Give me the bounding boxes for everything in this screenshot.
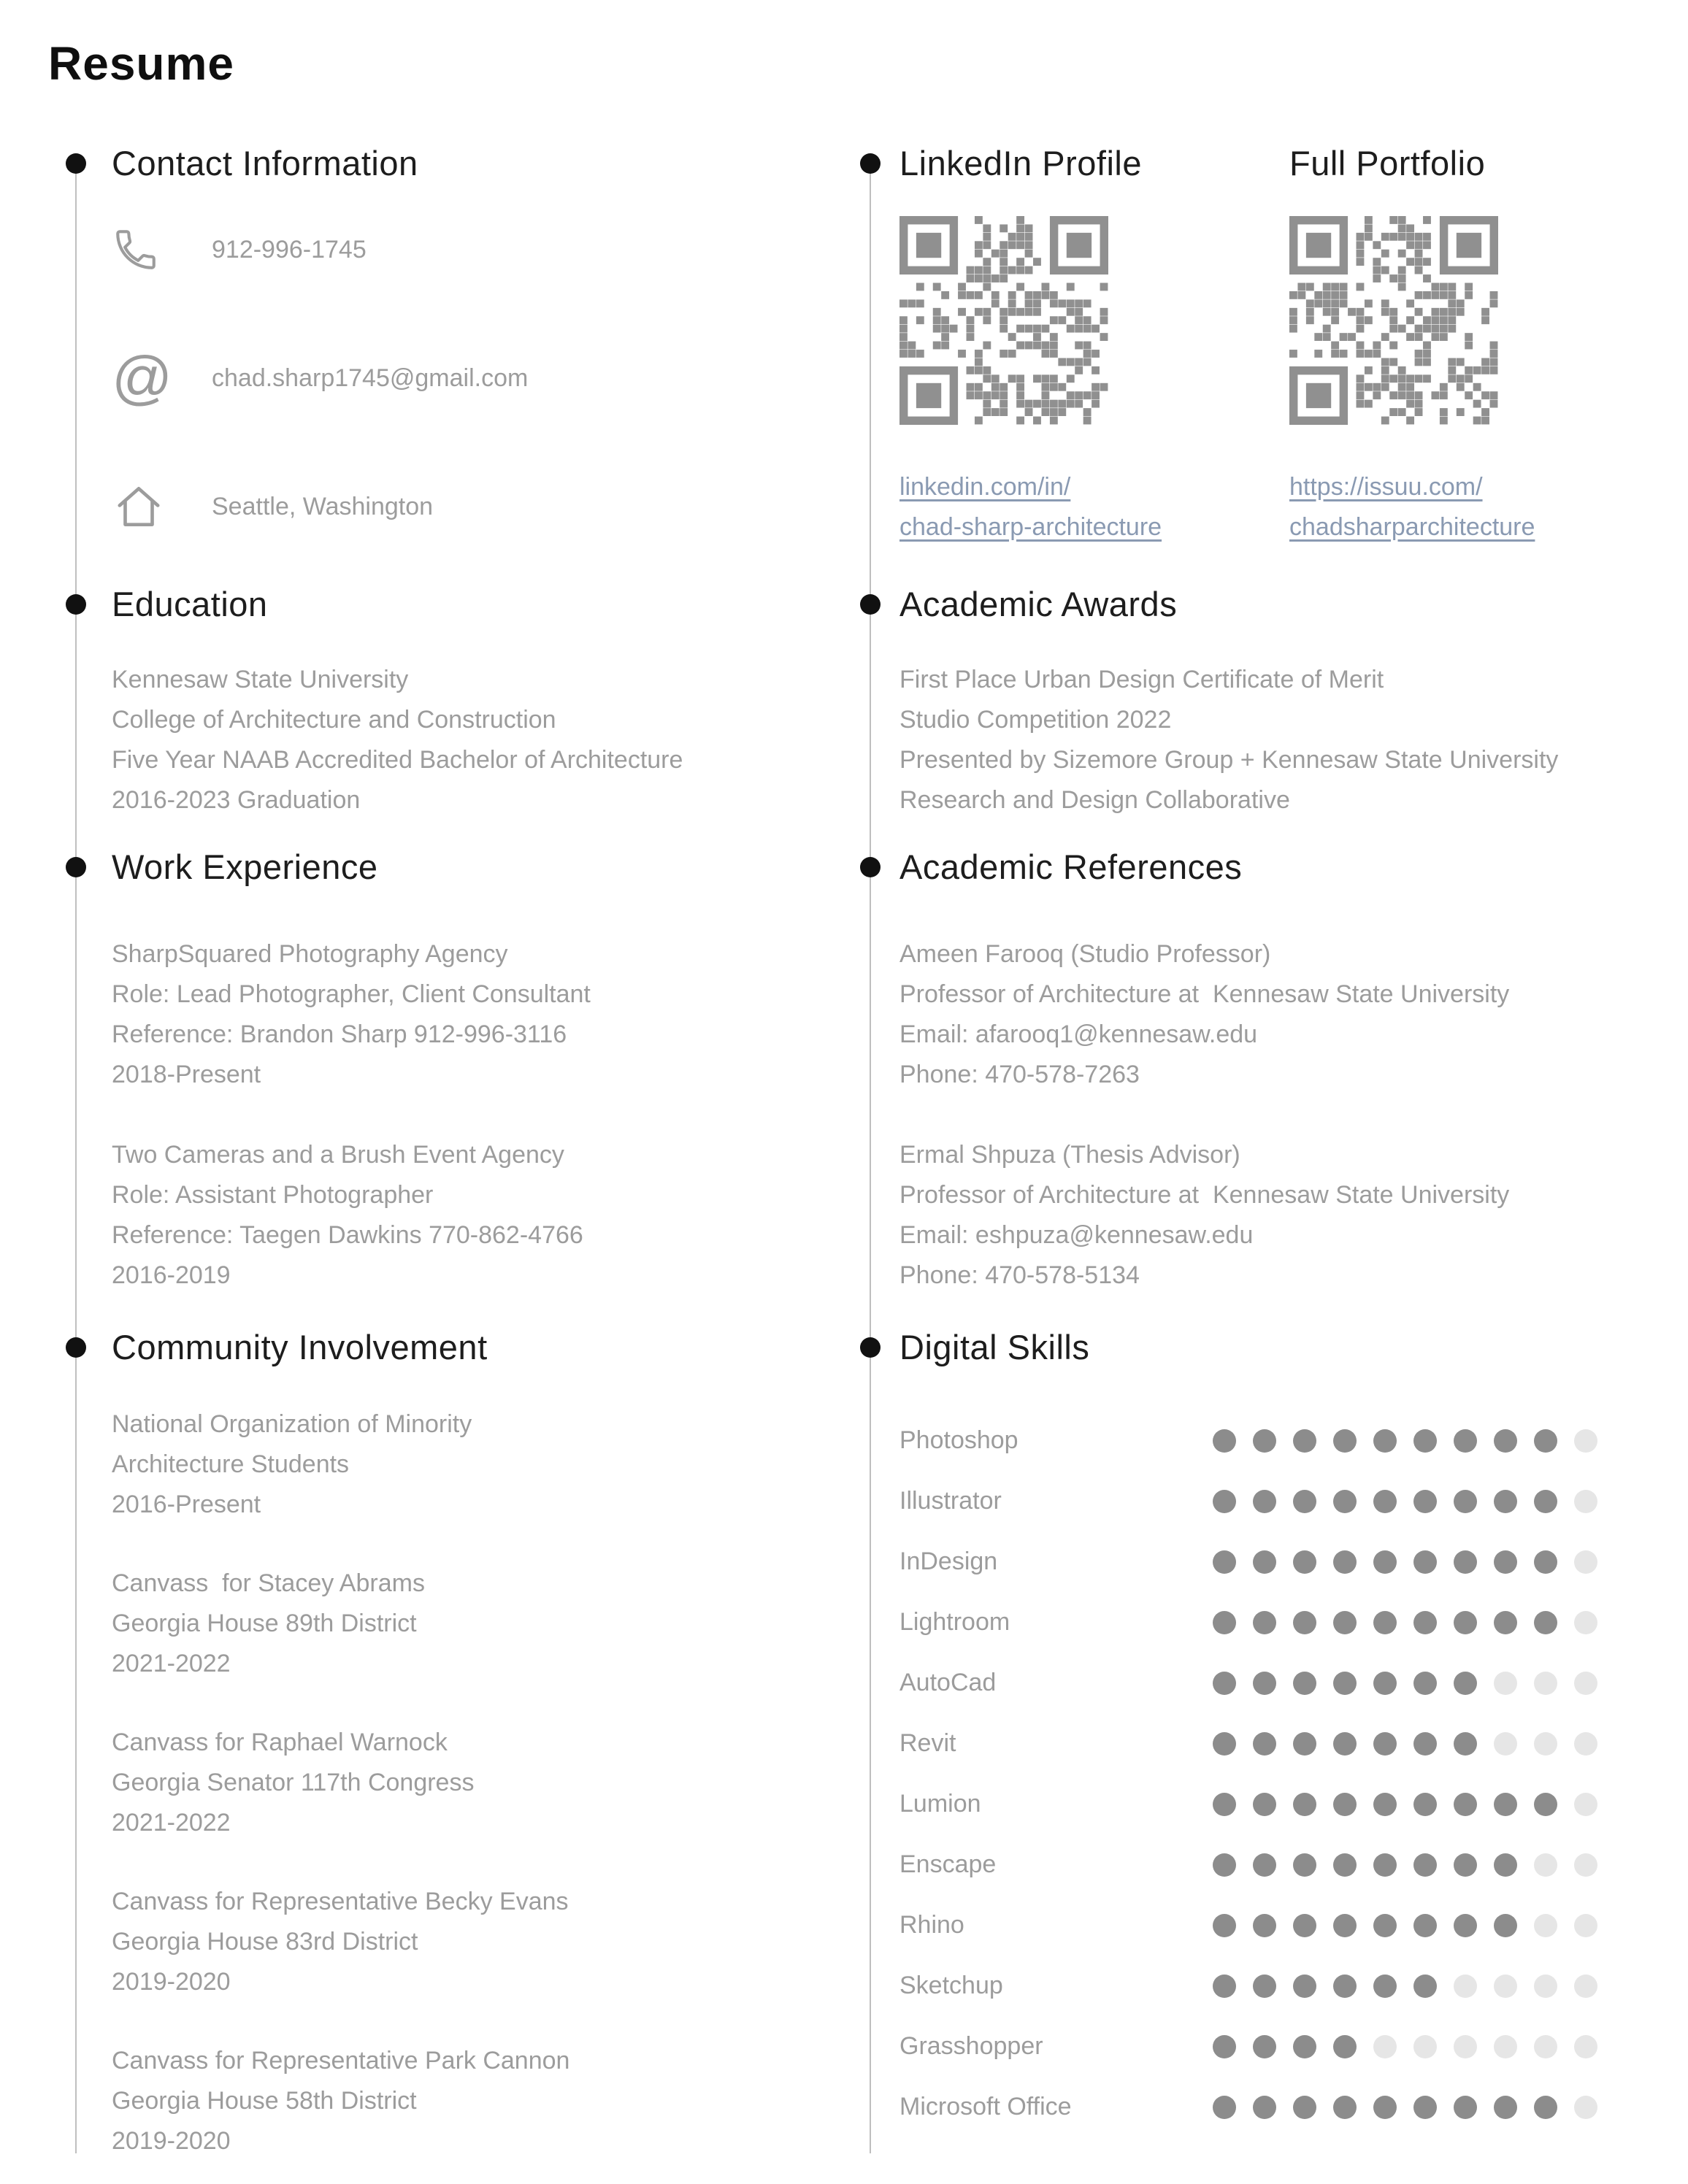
skill-dot-empty [1574, 1611, 1597, 1634]
skill-dot-empty [1574, 2035, 1597, 2058]
skill-dot-filled [1253, 1672, 1276, 1695]
skill-row [899, 1471, 1673, 1531]
skill-row [899, 1653, 1673, 1713]
contact-phone: 912-996-1745 [212, 235, 367, 264]
skill-dot-empty [1534, 1853, 1557, 1877]
skill-dot-filled [1454, 2096, 1477, 2119]
skill-dot-filled [1494, 1793, 1517, 1816]
reference-line: Ameen Farooq (Studio Professor) [899, 940, 1271, 968]
section-references [899, 847, 1673, 1296]
skill-dot-filled [1454, 1490, 1477, 1513]
skill-row [899, 2016, 1673, 2077]
awards-line: Studio Competition 2022 [899, 706, 1172, 734]
section-header-skills: Digital Skills [899, 1328, 1090, 1366]
skill-dot-filled [1253, 1490, 1276, 1513]
skill-dot-filled [1333, 1732, 1357, 1756]
skill-dot-empty [1494, 1975, 1517, 1998]
skill-dot-filled [1293, 1611, 1316, 1634]
skill-dot-filled [1494, 1490, 1517, 1513]
skill-rating [1213, 1793, 1597, 1816]
skill-dot-filled [1413, 1550, 1437, 1574]
linkedin-links [899, 467, 1279, 547]
skill-dot-filled [1213, 1732, 1236, 1756]
section-skills [899, 1327, 1673, 2137]
skill-rating [1213, 2096, 1597, 2119]
community-line: Georgia House 89th District [112, 1610, 417, 1637]
section-education [112, 584, 842, 820]
section-bullet [66, 1337, 86, 1358]
skill-dot-filled [1373, 1672, 1397, 1695]
skill-dot-empty [1534, 1975, 1557, 1998]
reference-line: Ermal Shpuza (Thesis Advisor) [899, 1141, 1240, 1169]
skill-dot-empty [1454, 1975, 1477, 1998]
skill-dot-filled [1333, 2035, 1357, 2058]
skill-dot-filled [1293, 1429, 1316, 1453]
reference-line: Email: eshpuza@kennesaw.edu [899, 1221, 1254, 1249]
awards-details [899, 660, 1673, 820]
community-line: 2016-Present [112, 1491, 261, 1518]
reference-line: Professor of Architecture at Kennesaw State University [899, 980, 1510, 1008]
linkedin-qr-code [899, 216, 1108, 425]
skill-dot-filled [1413, 1490, 1437, 1513]
skill-dot-filled [1213, 2096, 1236, 2119]
work-line: Role: Lead Photographer, Client Consultant [112, 980, 591, 1008]
skill-dot-filled [1373, 1611, 1397, 1634]
work-line: Two Cameras and a Brush Event Agency [112, 1141, 564, 1169]
section-awards [899, 584, 1673, 820]
skill-dot-filled [1293, 2035, 1316, 2058]
skill-dot-filled [1454, 1793, 1477, 1816]
skill-dot-empty [1534, 2035, 1557, 2058]
skill-dot-filled [1213, 1429, 1236, 1453]
section-header-education: Education [112, 585, 268, 623]
skill-dot-filled [1333, 1550, 1357, 1574]
community-line: Canvass for Raphael Warnock [112, 1729, 448, 1756]
skill-rating [1213, 1975, 1597, 1998]
skill-dot-filled [1253, 2096, 1276, 2119]
work-line: SharpSquared Photography Agency [112, 940, 508, 968]
community-line: Canvass for Representative Park Cannon [112, 2047, 570, 2075]
skill-dot-filled [1373, 1732, 1397, 1756]
phone-icon [112, 226, 212, 274]
timeline-line-right [870, 164, 871, 2153]
skill-dot-filled [1534, 1611, 1557, 1634]
skill-dot-filled [1253, 1429, 1276, 1453]
skill-label: Revit [899, 1729, 956, 1757]
section-bullet [66, 153, 86, 174]
section-header-linkedin: LinkedIn Profile [899, 144, 1142, 182]
skill-dot-filled [1253, 1550, 1276, 1574]
community-line: 2021-2022 [112, 1650, 231, 1677]
skill-dot-filled [1494, 1611, 1517, 1634]
skill-dot-filled [1534, 1490, 1557, 1513]
skill-dot-empty [1574, 1914, 1597, 1937]
home-icon [112, 480, 212, 534]
skill-label: Grasshopper [899, 2032, 1043, 2060]
skill-dot-filled [1253, 1611, 1276, 1634]
community-line: 2021-2022 [112, 1809, 231, 1837]
community-line: Georgia Senator 117th Congress [112, 1769, 475, 1796]
email-icon: @ [112, 345, 173, 411]
skill-dot-empty [1494, 1732, 1517, 1756]
skill-dot-filled [1494, 1853, 1517, 1877]
skill-dot-filled [1213, 1914, 1236, 1937]
skill-dot-filled [1213, 1611, 1236, 1634]
skill-dot-empty [1534, 1732, 1557, 1756]
skill-dot-filled [1373, 1490, 1397, 1513]
skill-row [899, 2077, 1673, 2137]
skill-dot-filled [1333, 2096, 1357, 2119]
skill-dot-empty [1574, 1853, 1597, 1877]
skill-dot-filled [1413, 1914, 1437, 1937]
skill-dot-filled [1454, 1429, 1477, 1453]
skill-dot-filled [1213, 1672, 1236, 1695]
awards-line: Research and Design Collaborative [899, 786, 1290, 814]
portfolio-link[interactable]: chadsharparchitecture [1289, 513, 1535, 541]
skill-rating [1213, 1732, 1597, 1756]
skill-dot-filled [1293, 1490, 1316, 1513]
skill-dot-empty [1574, 1975, 1597, 1998]
skill-dot-filled [1293, 1793, 1316, 1816]
skill-row [899, 1895, 1673, 1956]
section-work [112, 847, 842, 1296]
skill-dot-empty [1494, 2035, 1517, 2058]
reference-line: Phone: 470-578-5134 [899, 1261, 1140, 1289]
skill-dot-empty [1534, 1914, 1557, 1937]
skill-dot-filled [1293, 1672, 1316, 1695]
skill-dot-filled [1373, 1853, 1397, 1877]
skill-label: Microsoft Office [899, 2093, 1072, 2120]
skill-rating [1213, 1429, 1597, 1453]
skill-dot-filled [1293, 1853, 1316, 1877]
linkedin-block [899, 143, 1279, 547]
work-line: Role: Assistant Photographer [112, 1181, 434, 1209]
page-title: Resume [48, 37, 234, 90]
skill-dot-empty [1454, 2035, 1477, 2058]
skill-dot-filled [1413, 2096, 1437, 2119]
skill-dot-filled [1213, 1853, 1236, 1877]
portfolio-block [1289, 143, 1669, 547]
skill-dot-filled [1413, 1853, 1437, 1877]
portfolio-links [1289, 467, 1669, 547]
skill-dot-filled [1454, 1853, 1477, 1877]
skill-dot-filled [1373, 1429, 1397, 1453]
community-line: Georgia House 83rd District [112, 1928, 418, 1956]
skill-label: AutoCad [899, 1669, 997, 1696]
skill-dot-filled [1373, 2096, 1397, 2119]
skill-dot-filled [1213, 1975, 1236, 1998]
skill-label: Rhino [899, 1911, 964, 1939]
skill-row [899, 1834, 1673, 1895]
skill-dot-filled [1253, 1975, 1276, 1998]
skill-label: Sketchup [899, 1972, 1003, 1999]
linkedin-link[interactable]: linkedin.com/in/ [899, 473, 1071, 501]
skill-dot-filled [1253, 2035, 1276, 2058]
section-bullet [860, 594, 881, 615]
community-line: Canvass for Representative Becky Evans [112, 1888, 569, 1915]
contact-row-phone [112, 220, 842, 279]
section-header-portfolio: Full Portfolio [1289, 144, 1486, 182]
skill-rating [1213, 1550, 1597, 1574]
community-entry [112, 1564, 842, 1684]
skill-dot-filled [1413, 1732, 1437, 1756]
timeline-line-left [75, 164, 77, 2153]
skill-dot-filled [1494, 1914, 1517, 1937]
skill-label: Lightroom [899, 1608, 1010, 1636]
skill-row [899, 1956, 1673, 2016]
community-entry [112, 2041, 842, 2161]
skill-dot-filled [1454, 1732, 1477, 1756]
skill-rating [1213, 2035, 1597, 2058]
skill-dot-empty [1413, 2035, 1437, 2058]
skill-dot-filled [1413, 1975, 1437, 1998]
skill-dot-empty [1373, 2035, 1397, 2058]
work-line: Reference: Brandon Sharp 912-996-3116 [112, 1020, 567, 1048]
skill-rating [1213, 1914, 1597, 1937]
skill-label: InDesign [899, 1547, 998, 1575]
portfolio-link[interactable]: https://issuu.com/ [1289, 473, 1483, 501]
skill-dot-filled [1293, 1914, 1316, 1937]
skill-dot-filled [1534, 2096, 1557, 2119]
work-entry [112, 1135, 842, 1296]
skill-dot-filled [1373, 1914, 1397, 1937]
reference-entry [899, 1135, 1673, 1296]
skill-dot-filled [1213, 1550, 1236, 1574]
section-header-community: Community Involvement [112, 1328, 488, 1366]
skill-row [899, 1713, 1673, 1774]
skill-dot-empty [1574, 2096, 1597, 2119]
section-bullet [66, 857, 86, 877]
work-line: 2016-2019 [112, 1261, 231, 1289]
skill-dot-filled [1253, 1732, 1276, 1756]
skill-rating [1213, 1611, 1597, 1634]
skill-dot-filled [1413, 1611, 1437, 1634]
skill-dot-filled [1413, 1672, 1437, 1695]
skill-dot-empty [1574, 1429, 1597, 1453]
section-bullet [860, 857, 881, 877]
reference-line: Email: afarooq1@kennesaw.edu [899, 1020, 1258, 1048]
skills-list [899, 1410, 1673, 2137]
skill-row [899, 1410, 1673, 1471]
education-line: 2016-2023 Graduation [112, 786, 361, 814]
skill-label: Illustrator [899, 1487, 1002, 1515]
skill-label: Lumion [899, 1790, 981, 1818]
skill-dot-empty [1574, 1793, 1597, 1816]
linkedin-link[interactable]: chad-sharp-architecture [899, 513, 1162, 541]
skill-row [899, 1592, 1673, 1653]
skill-label: Enscape [899, 1850, 997, 1878]
skill-dot-empty [1574, 1550, 1597, 1574]
community-line: Architecture Students [112, 1450, 350, 1478]
community-line: National Organization of Minority [112, 1410, 472, 1438]
section-contact [112, 143, 842, 606]
community-entry [112, 1882, 842, 2002]
skill-rating [1213, 1490, 1597, 1513]
skill-dot-filled [1413, 1793, 1437, 1816]
education-line: College of Architecture and Construction [112, 706, 556, 734]
contact-row-location [112, 477, 842, 536]
education-details [112, 660, 842, 820]
skill-dot-filled [1293, 1732, 1316, 1756]
community-entry [112, 1723, 842, 1843]
skill-dot-filled [1333, 1429, 1357, 1453]
work-entry [112, 934, 842, 1095]
skill-row [899, 1774, 1673, 1834]
skill-rating [1213, 1853, 1597, 1877]
skill-dot-filled [1454, 1550, 1477, 1574]
skill-dot-filled [1333, 1611, 1357, 1634]
community-line: 2019-2020 [112, 2127, 231, 2155]
skill-dot-filled [1534, 1550, 1557, 1574]
skill-dot-filled [1454, 1611, 1477, 1634]
skill-dot-filled [1373, 1550, 1397, 1574]
education-line: Kennesaw State University [112, 666, 409, 693]
skill-dot-empty [1534, 1672, 1557, 1695]
reference-entry [899, 934, 1673, 1095]
skill-dot-filled [1333, 1853, 1357, 1877]
section-header-references: Academic References [899, 847, 1243, 886]
community-line: 2019-2020 [112, 1968, 231, 1996]
contact-location: Seattle, Washington [212, 492, 434, 520]
work-line: Reference: Taegen Dawkins 770-862-4766 [112, 1221, 583, 1249]
skill-dot-filled [1454, 1914, 1477, 1937]
skill-dot-filled [1253, 1853, 1276, 1877]
awards-line: Presented by Sizemore Group + Kennesaw State University [899, 746, 1559, 774]
skill-dot-filled [1213, 1793, 1236, 1816]
community-line: Georgia House 58th District [112, 2087, 417, 2115]
section-header-contact: Contact Information [112, 144, 418, 182]
section-header-awards: Academic Awards [899, 585, 1178, 623]
community-line: Canvass for Stacey Abrams [112, 1569, 425, 1597]
skill-dot-filled [1333, 1914, 1357, 1937]
skill-dot-filled [1494, 1550, 1517, 1574]
reference-line: Professor of Architecture at Kennesaw State University [899, 1181, 1510, 1209]
skill-dot-filled [1413, 1429, 1437, 1453]
work-line: 2018-Present [112, 1061, 261, 1088]
skill-dot-filled [1534, 1429, 1557, 1453]
skill-dot-filled [1213, 1490, 1236, 1513]
skill-dot-empty [1574, 1732, 1597, 1756]
skill-dot-filled [1373, 1975, 1397, 1998]
skill-label: Photoshop [899, 1426, 1018, 1454]
portfolio-qr-code [1289, 216, 1498, 425]
skill-row [899, 1531, 1673, 1592]
skill-dot-filled [1333, 1975, 1357, 1998]
skill-dot-filled [1293, 2096, 1316, 2119]
contact-row-email [112, 345, 842, 411]
skill-dot-filled [1333, 1490, 1357, 1513]
section-header-work: Work Experience [112, 847, 378, 886]
contact-email: chad.sharp1745@gmail.com [212, 364, 529, 392]
skill-dot-filled [1213, 2035, 1236, 2058]
skill-dot-filled [1534, 1793, 1557, 1816]
skill-dot-empty [1494, 1672, 1517, 1695]
skill-dot-filled [1333, 1793, 1357, 1816]
contact-rows [112, 220, 842, 536]
reference-line: Phone: 470-578-7263 [899, 1061, 1140, 1088]
skill-dot-empty [1574, 1672, 1597, 1695]
section-bullet [860, 153, 881, 174]
section-community [112, 1327, 842, 2161]
skill-dot-filled [1333, 1672, 1357, 1695]
education-line: Five Year NAAB Accredited Bachelor of Architecture [112, 746, 683, 774]
section-bullet [66, 594, 86, 615]
skill-dot-filled [1454, 1672, 1477, 1695]
skill-dot-empty [1574, 1490, 1597, 1513]
section-bullet [860, 1337, 881, 1358]
skill-dot-filled [1253, 1793, 1276, 1816]
skill-dot-filled [1494, 1429, 1517, 1453]
skill-dot-filled [1293, 1550, 1316, 1574]
skill-dot-filled [1253, 1914, 1276, 1937]
skill-dot-filled [1494, 2096, 1517, 2119]
skill-rating [1213, 1672, 1597, 1695]
skill-dot-filled [1373, 1793, 1397, 1816]
community-entry [112, 1404, 842, 1525]
awards-line: First Place Urban Design Certificate of Merit [899, 666, 1384, 693]
skill-dot-filled [1293, 1975, 1316, 1998]
